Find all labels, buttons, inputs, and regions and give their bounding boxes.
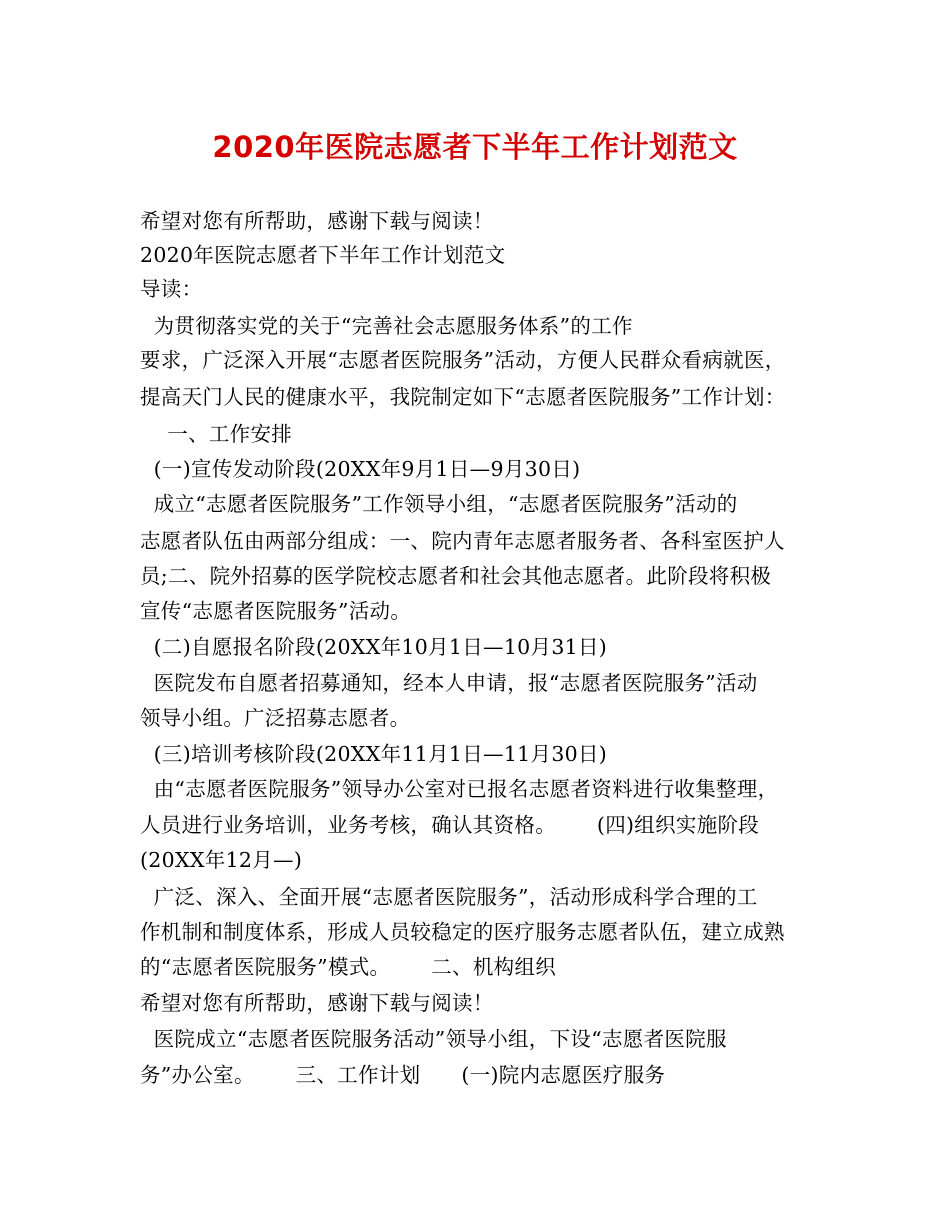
text-line: 人员进行业务培训，业务考核，确认其资格。 (四)组织实施阶段: [140, 813, 760, 837]
section-heading: 一、工作安排: [140, 422, 293, 446]
text-line: 员;二、院外招募的医学院校志愿者和社会其他志愿者。此阶段将积极: [140, 564, 772, 588]
text-line: 要求，广泛深入开展“志愿者医院服务”活动，方便人民群众看病就医，: [140, 348, 786, 372]
text-line: 医院发布自愿者招募通知，经本人申请，报“志愿者医院服务”活动: [140, 671, 758, 695]
text-line: 提高天门人民的健康水平，我院制定如下“志愿者医院服务”工作计划：: [140, 385, 786, 409]
subsection-heading: (二)自愿报名阶段(20XX年10月1日—10月31日): [140, 635, 608, 659]
text-line: 希望对您有所帮助，感谢下载与阅读！: [140, 209, 494, 233]
text-line: (20XX年12月—): [140, 848, 303, 872]
subsection-heading: (一)宣传发动阶段(20XX年9月1日—9月30日): [140, 457, 581, 481]
text-line: 医院成立“志愿者医院服务活动”领导小组，下设“志愿者医院服: [140, 1027, 727, 1051]
text-line: 为贯彻落实党的关于“完善社会志愿服务体系”的工作: [140, 314, 633, 338]
subsection-heading: (三)培训考核阶段(20XX年11月1日—11月30日): [140, 742, 608, 766]
text-line: 2020年医院志愿者下半年工作计划范文: [140, 243, 506, 267]
document-title: 2020年医院志愿者下半年工作计划范文: [212, 130, 738, 164]
text-line: 成立“志愿者医院服务”工作领导小组，“志愿者医院服务”活动的: [140, 492, 738, 516]
text-line: 广泛、深入、全面开展“志愿者医院服务”，活动形成科学合理的工: [140, 885, 758, 909]
text-line: 领导小组。广泛招募志愿者。: [140, 706, 411, 730]
text-line: 的“志愿者医院服务”模式。 二、机构组织: [140, 955, 557, 979]
text-line: 宣传“志愿者医院服务”活动。: [140, 599, 412, 623]
text-line: 志愿者队伍由两部分组成：一、院内青年志愿者服务者、各科室医护人: [140, 529, 785, 553]
text-line: 作机制和制度体系，形成人员较稳定的医疗服务志愿者队伍，建立成熟: [140, 920, 785, 944]
text-line: 务”办公室。 三、工作计划 (一)院内志愿医疗服务: [140, 1063, 666, 1087]
text-line: 由“志愿者医院服务”领导办公室对已报名志愿者资料进行收集整理，: [140, 777, 779, 801]
text-line: 导读：: [140, 277, 203, 301]
text-line: 希望对您有所帮助，感谢下载与阅读！: [140, 991, 494, 1015]
